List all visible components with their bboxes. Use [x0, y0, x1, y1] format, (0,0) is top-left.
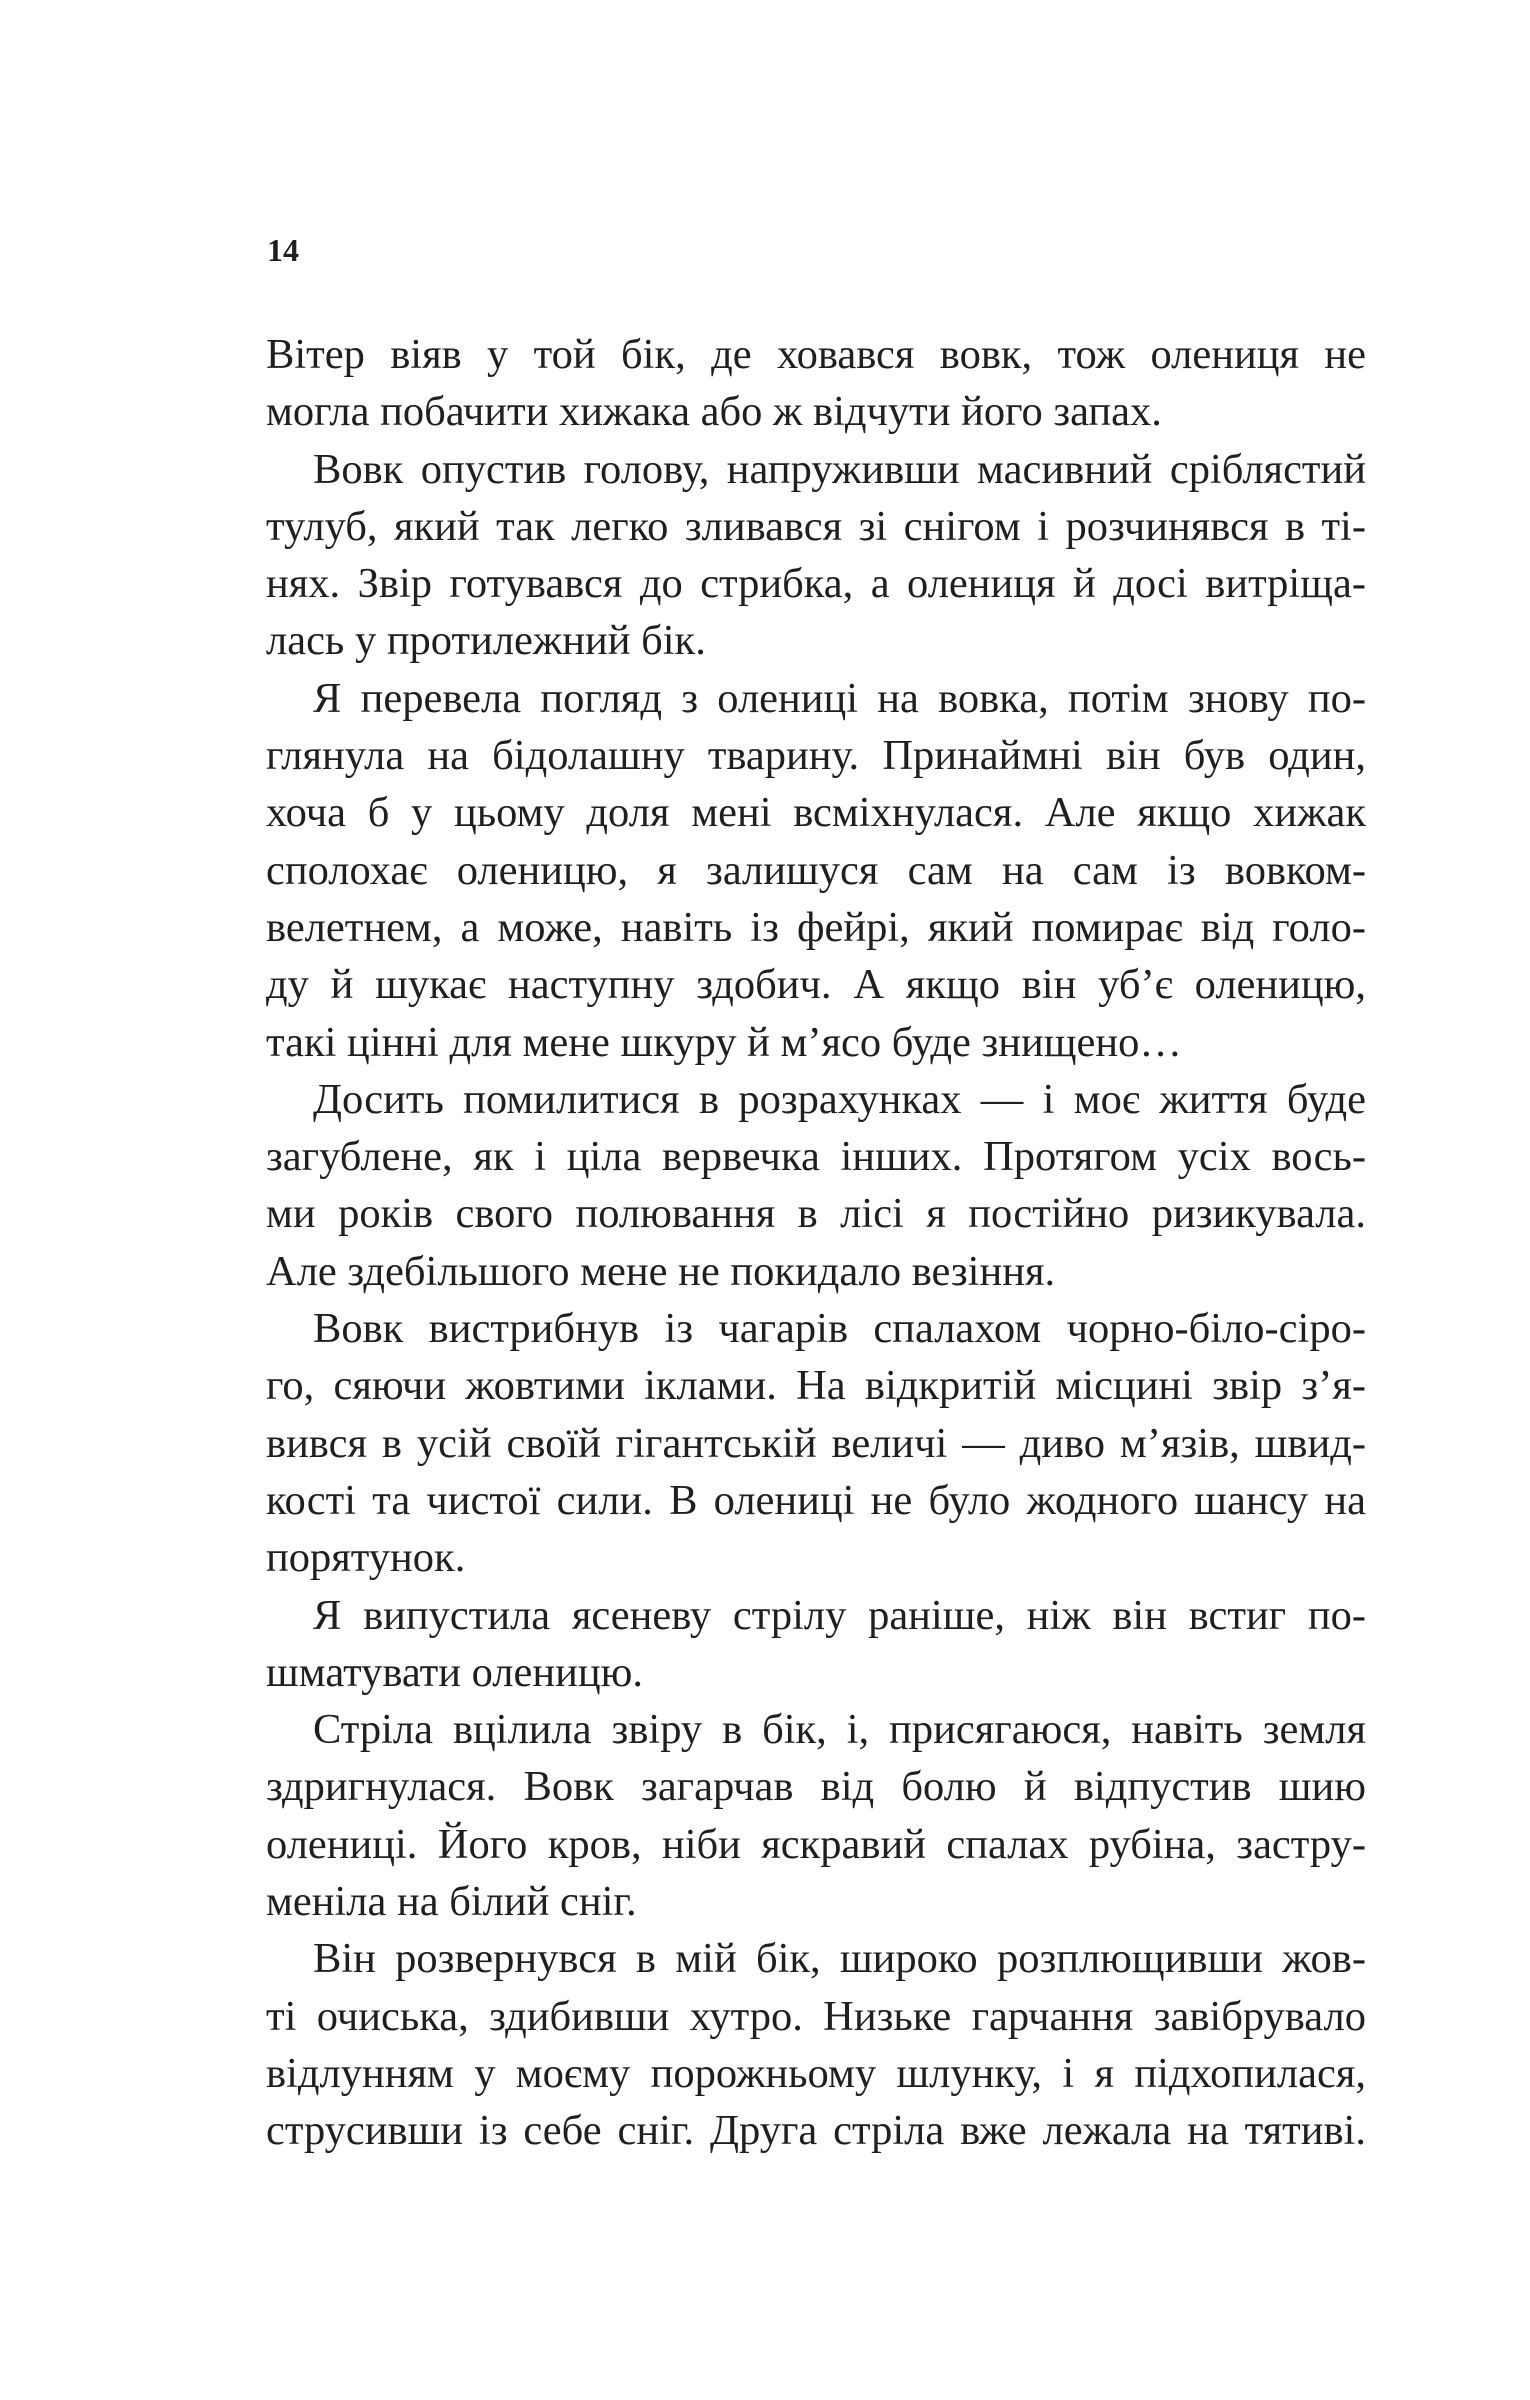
text-line: ду й шукає наступну здобич. А якщо він уб’є оленицю, — [266, 961, 1366, 1009]
text-line: ті очиська, здибивши хутро. Низьке гарчання завібрувало — [266, 1992, 1366, 2040]
text-line: го, сяючи жовтими іклами. На відкритій місцині звір з’я- — [266, 1362, 1366, 1410]
text-line: кості та чистої сили. В олениці не було жодного шансу на — [266, 1476, 1366, 1524]
text-line: Я перевела погляд з олениці на вовка, потім знову по- — [313, 674, 1366, 722]
text-line: відлунням у моєму порожньому шлунку, і я підхопилася, — [266, 2049, 1366, 2097]
text-line: шматувати оленицю. — [266, 1648, 643, 1696]
text-line: Стріла вцілила звіру в бік, і, присягаюся, навіть земля — [313, 1706, 1366, 1754]
text-line: лась у протилежний бік. — [266, 617, 706, 665]
text-line: Я випустила ясеневу стрілу раніше, ніж він встиг по- — [313, 1591, 1366, 1639]
text-line: могла побачити хижака або ж відчути його запах. — [266, 388, 1162, 436]
text-line: хоча б у цьому доля мені всміхнулася. Але якщо хижак — [266, 789, 1366, 837]
text-line: ми років свого полювання в лісі я постійно ризикувала. — [266, 1190, 1366, 1238]
text-line: Вовк опустив голову, напруживши масивний сріблястий — [313, 445, 1366, 493]
text-line: олениці. Його кров, ніби яскравий спалах рубіна, застру- — [266, 1820, 1366, 1868]
text-line: Але здебільшого мене не покидало везіння. — [266, 1247, 1056, 1295]
text-line: сполохає оленицю, я залишуся сам на сам із вовком- — [266, 846, 1366, 894]
text-line: нях. Звір готувався до стрибка, а олениця й досі витріща- — [266, 560, 1366, 608]
text-line: здригнулася. Вовк загарчав від болю й відпустив шию — [266, 1763, 1366, 1811]
text-line: Досить помилитися в розрахунках — і моє життя буде — [313, 1075, 1366, 1123]
text-line: тулуб, який так легко зливався зі снігом і розчинявся в ті- — [266, 502, 1366, 550]
text-line: велетнем, а може, навіть із фейрі, який помирає від голо- — [266, 903, 1366, 951]
text-line: струсивши із себе сніг. Друга стріла вже лежала на тятиві. — [266, 2107, 1366, 2155]
text-line: меніла на білий сніг. — [266, 1878, 637, 1926]
body-text — [266, 326, 1366, 2160]
text-line: Вітер віяв у той бік, де ховався вовк, тож олениця не — [266, 331, 1366, 378]
page-number: 14 — [267, 232, 299, 268]
text-line: вився в усій своїй гігантській величі — диво м’язів, швид- — [266, 1419, 1366, 1467]
text-line: порятунок. — [266, 1534, 466, 1582]
text-line: Вовк вистрибнув із чагарів спалахом чорно-біло-сіро- — [313, 1305, 1366, 1353]
text-line: Він розвернувся в мій бік, широко розплющивши жов- — [313, 1935, 1366, 1983]
text-line: загублене, як і ціла вервечка інших. Протягом усіх вось- — [266, 1133, 1366, 1181]
text-line: такі цінні для мене шкуру й м’ясо буде знищено… — [266, 1018, 1182, 1066]
text-line: глянула на бідолашну тварину. Принаймні він був один, — [266, 732, 1366, 780]
